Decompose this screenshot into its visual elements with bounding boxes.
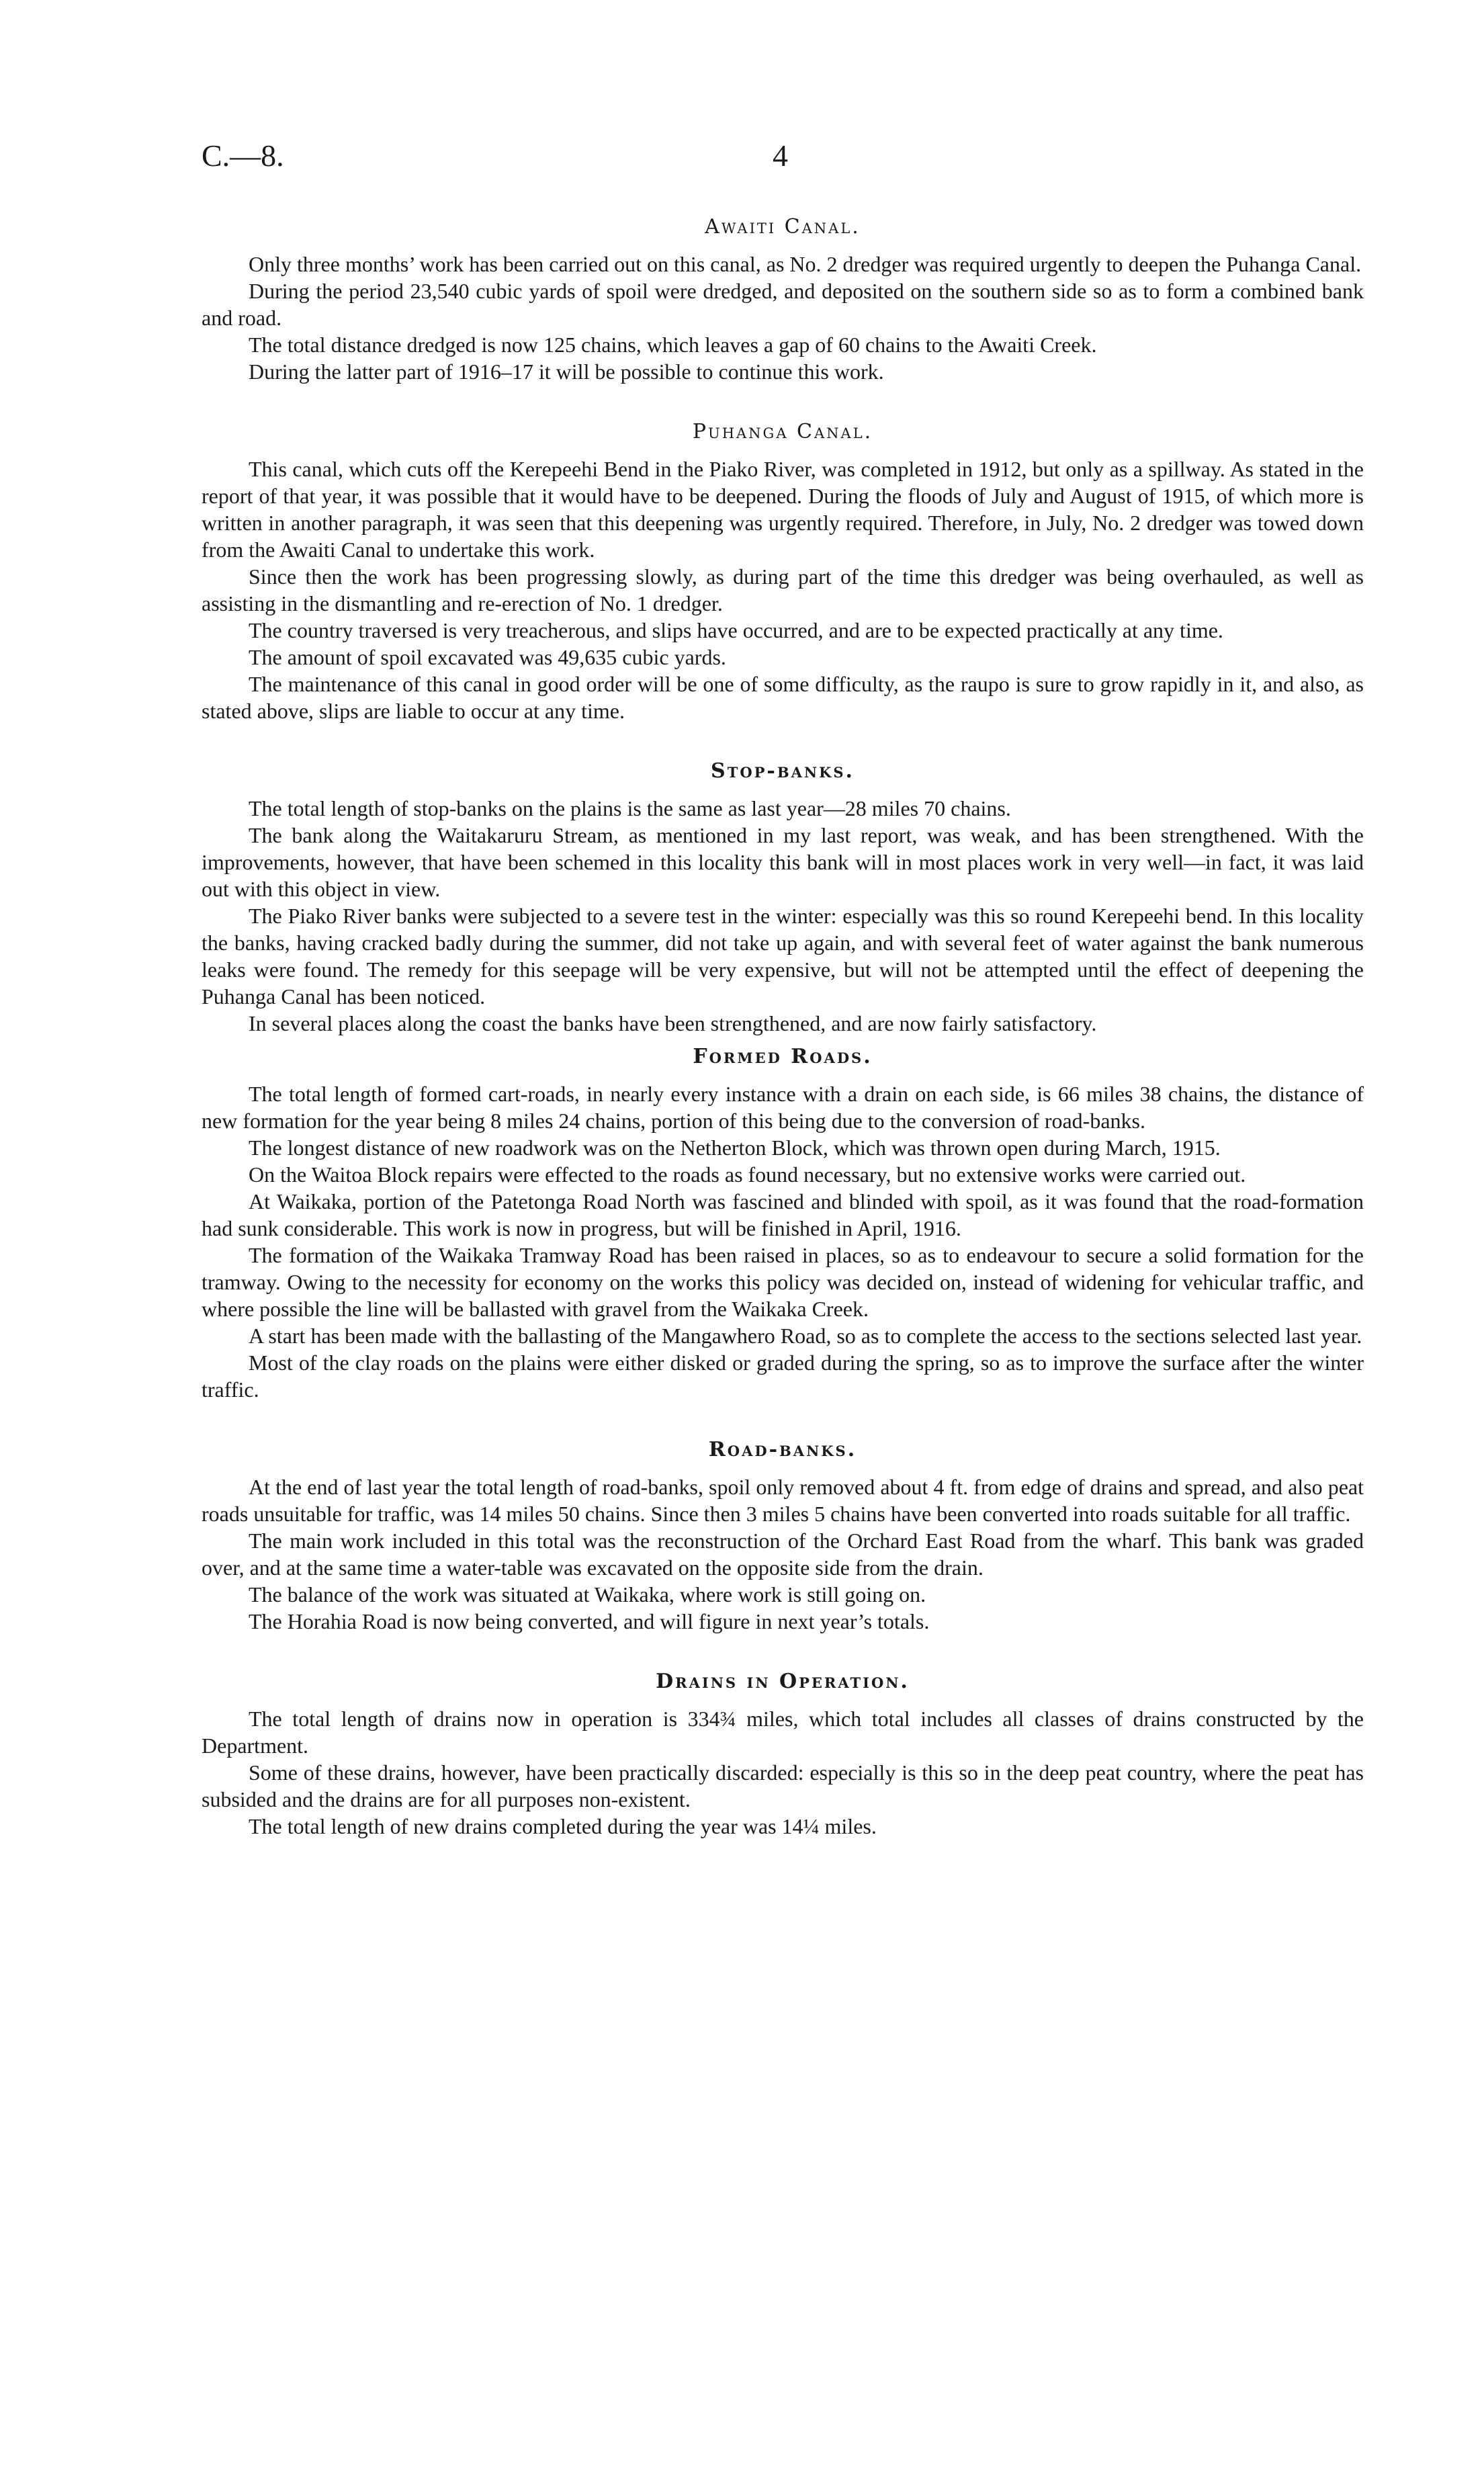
section-title: Formed Roads. bbox=[693, 1045, 873, 1068]
paragraph: The total length of drains now in operation is 334¾ miles, which total includes all classes of drains constructed by the Department. bbox=[202, 1707, 1364, 1758]
paragraph: On the Waitoa Block repairs were effected to the roads as found necessary, but no extensive works were carried out. bbox=[249, 1162, 1246, 1187]
paragraph: During the period 23,540 cubic yards of spoil were dredged, and deposited on the southern side so as to form a combined bank and road. bbox=[202, 279, 1364, 330]
paragraph: The total distance dredged is now 125 chains, which leaves a gap of 60 chains to the Awaiti Creek. bbox=[249, 333, 1097, 357]
section-body bbox=[202, 456, 1364, 724]
paragraph: The balance of the work was situated at Waikaka, where work is still going on. bbox=[249, 1582, 926, 1607]
section-title: Stop-banks. bbox=[711, 759, 855, 783]
section-title: Awaiti Canal. bbox=[705, 215, 861, 239]
paragraph: The longest distance of new roadwork was on the Netherton Block, which was thrown open during March, 1915. bbox=[249, 1136, 1221, 1160]
section-awaiti-canal bbox=[202, 215, 1364, 385]
paragraph: The amount of spoil excavated was 49,635 cubic yards. bbox=[249, 645, 726, 669]
section-title: Road-banks. bbox=[708, 1438, 857, 1461]
section-puhanga-canal bbox=[202, 420, 1364, 724]
document-page bbox=[202, 138, 1364, 1875]
paragraph: The main work included in this total was the reconstruction of the Orchard East Road from the wharf. This bank was graded over, and at the same time a water-table was excavated on the opposite side from the drain. bbox=[202, 1529, 1364, 1580]
paragraph: The Piako River banks were subjected to a severe test in the winter: especially was this so round Kerepeehi bend. In this locality the banks, having cracked badly during the summer, did not take up again, and with several feet of water against the bank numerous leaks were found. The remedy for this seepage will be very expensive, but will not be attempted until the effect of deepening the Puhanga Canal has been noticed. bbox=[202, 904, 1364, 1009]
paragraph: The Horahia Road is now being converted, and will figure in next year’s totals. bbox=[249, 1609, 930, 1633]
parliamentary-paper-ref: C.—8. bbox=[202, 138, 284, 173]
paragraph: The bank along the Waitakaruru Stream, as mentioned in my last report, was weak, and has been strengthened. With the improvements, however, that have been schemed in this locality this bank will in most places work in very well—in fact, it was laid out with this object in view. bbox=[202, 823, 1364, 901]
section-stop-banks bbox=[202, 759, 1364, 1037]
section-road-banks bbox=[202, 1438, 1364, 1635]
section-drains-in-operation bbox=[202, 1670, 1364, 1840]
paragraph: The formation of the Waikaka Tramway Road has been raised in places, so as to endeavour to secure a solid formation for the tramway. Owing to the necessity for economy on the works this policy was decided on, instead of widening for vehicular traffic, and where possible the line will be ballasted with gravel from the Waikaka Creek. bbox=[202, 1243, 1364, 1321]
page-number: 4 bbox=[773, 138, 788, 173]
paragraph: Since then the work has been progressing slowly, as during part of the time this dredger was being overhauled, as well as assisting in the dismantling and re-erection of No. 1 dredger. bbox=[202, 564, 1364, 615]
paragraph: The total length of new drains completed during the year was 14¼ miles. bbox=[249, 1814, 877, 1838]
section-formed-roads bbox=[202, 1045, 1364, 1403]
section-title: Drains in Operation. bbox=[656, 1670, 910, 1693]
paragraph: Most of the clay roads on the plains were either disked or graded during the spring, so as to improve the surface after the winter traffic. bbox=[202, 1351, 1364, 1402]
paragraph: This canal, which cuts off the Kerepeehi Bend in the Piako River, was completed in 1912, but only as a spillway. As stated in the report of that year, it was possible that it would have to be deepened. During the floods of July and August of 1915, of which more is written in another paragraph, it was seen that this deepening was urgently required. Therefore, in July, No. 2 dredger was towed down from the Awaiti Canal to undertake this work. bbox=[202, 457, 1364, 562]
paragraph: A start has been made with the ballasting of the Mangawhero Road, so as to complete the access to the sections selected last year. bbox=[249, 1324, 1362, 1348]
paragraph: At Waikaka, portion of the Patetonga Road North was fascined and blinded with spoil, as it was found that the road-formation had sunk considerable. This work is now in progress, but will be finished in April, 1916. bbox=[202, 1189, 1364, 1240]
paragraph: In several places along the coast the banks have been strengthened, and are now fairly satisfactory. bbox=[249, 1011, 1097, 1035]
paragraph: The total length of stop-banks on the plains is the same as last year—28 miles 70 chains. bbox=[249, 796, 1011, 820]
section-body bbox=[202, 795, 1364, 1037]
page-header bbox=[202, 138, 1364, 185]
paragraph: The total length of formed cart-roads, in nearly every instance with a drain on each side, is 66 miles 38 chains, the distance of new formation for the year being 8 miles 24 chains, portion of this being due to the conversion of road-banks. bbox=[202, 1082, 1364, 1133]
paragraph: The country traversed is very treacherous, and slips have occurred, and are to be expected practically at any time. bbox=[249, 618, 1223, 642]
paragraph: During the latter part of 1916–17 it will be possible to continue this work. bbox=[249, 359, 884, 384]
paragraph: At the end of last year the total length of road-banks, spoil only removed about 4 ft. from edge of drains and spread, and also peat roads unsuitable for traffic, was 14 miles 50 chains. Since then 3 miles 5 chains have been converted into roads suitable for all traffic. bbox=[202, 1475, 1364, 1526]
paragraph: Some of these drains, however, have been practically discarded: especially is this so in the deep peat country, where the peat has subsided and the drains are for all purposes non-existent. bbox=[202, 1760, 1364, 1811]
section-body bbox=[202, 1473, 1364, 1635]
section-body bbox=[202, 251, 1364, 385]
section-body bbox=[202, 1705, 1364, 1840]
paragraph: The maintenance of this canal in good order will be one of some difficulty, as the raupo is sure to grow rapidly in it, and also, as stated above, slips are liable to occur at any time. bbox=[202, 672, 1364, 723]
section-body bbox=[202, 1080, 1364, 1403]
section-title: Puhanga Canal. bbox=[692, 420, 873, 443]
paragraph: Only three months’ work has been carried out on this canal, as No. 2 dredger was required urgently to deepen the Puhanga Canal. bbox=[249, 252, 1362, 276]
